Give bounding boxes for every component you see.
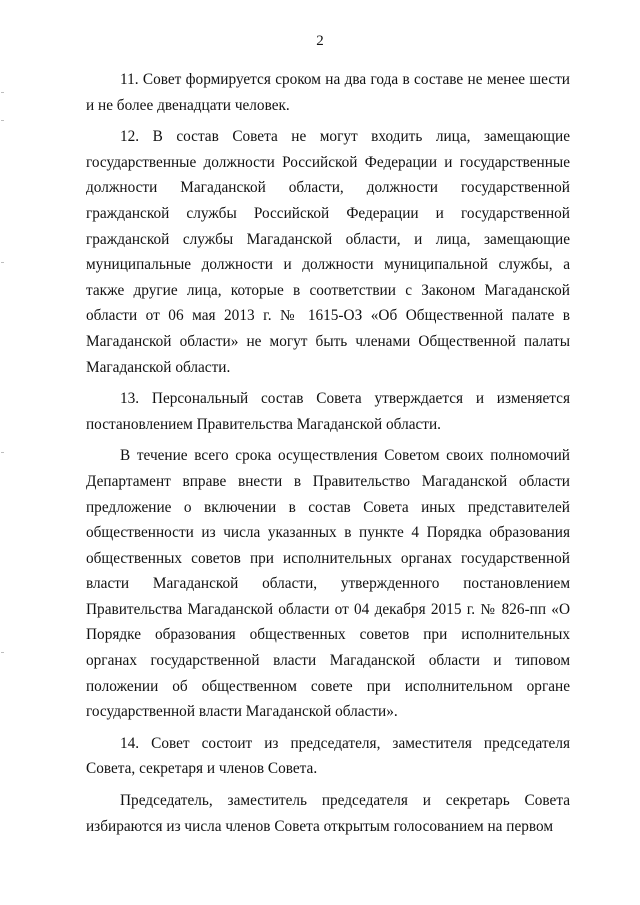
page-number: 2 xyxy=(316,33,324,49)
scan-mark xyxy=(1,262,4,263)
scan-mark xyxy=(1,92,4,93)
paragraph-13: 13. Персональный состав Совета утверждается и изменяется постановлением Правительства Магаданской области. xyxy=(86,390,570,433)
paragraph-11: 11. Совет формируется сроком на два года в составе не менее шести и не более двенадцати человек. xyxy=(86,71,570,114)
scan-mark xyxy=(1,120,4,121)
paragraph-14-continuation: Председатель, заместитель председателя и секретарь Совета избираются из числа членов Совета открытым голосованием на первом xyxy=(86,792,570,835)
scan-mark xyxy=(1,652,4,653)
document-body xyxy=(86,67,570,845)
paragraph-12: 12. В состав Совета не могут входить лица, замещающие государственные должности Российской Федерации и государственные должности Магаданской области, должности государственной гражданской службы Российской Федерации и государственной гражданской службы Магаданской области, и лица, замещающие муниципальные должности и должности муниципальной службы, а также другие лица, которые в соответствии с Законом Магаданской области от 06 мая 2013 г. № 1615-ОЗ «Об Общественной палате в Магаданской области» не могут быть членами Общественной палаты Магаданской области. xyxy=(86,128,570,376)
scan-edge-marks xyxy=(0,0,6,905)
scan-mark xyxy=(1,452,4,453)
paragraph-13-continuation: В течение всего срока осуществления Советом своих полномочий Департамент вправе внести в Правительство Магаданской области предложение о включении в состав Совета иных представителей общественности из числа указанных в пункте 4 Порядка образования общественных советов при исполнительных органах государственной власти Магаданской области, утвержденного постановлением Правительства Магаданской области от 04 декабря 2015 г. № 826-пп «О Порядке образования общественных советов при исполнительных органах государственной власти Магаданской области и типовом положении об общественном совете при исполнительном органе государственной власти Магаданской области». xyxy=(86,447,570,721)
paragraph-14: 14. Совет состоит из председателя, заместителя председателя Совета, секретаря и членов Совета. xyxy=(86,734,570,778)
